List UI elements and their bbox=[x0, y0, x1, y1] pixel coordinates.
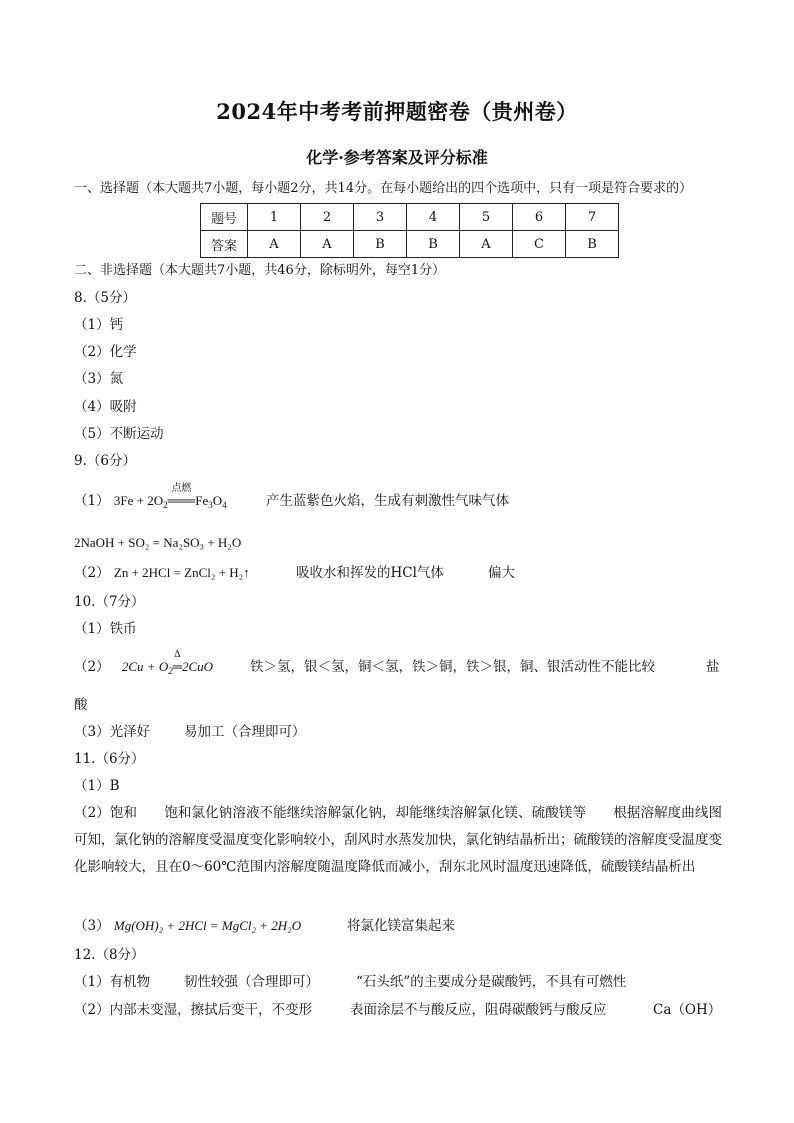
q8-answer-2: （2）化学 bbox=[74, 344, 137, 360]
q9-part1-prefix: （1） bbox=[74, 493, 110, 509]
section2-heading: 二、非选择题（本大题共7小题，共46分，除标明外，每空1分） bbox=[74, 263, 446, 278]
q10-equation: $2Cu + O_2$ Δ ═2CuO bbox=[122, 659, 213, 674]
question-number-row bbox=[201, 204, 619, 231]
answer-cell: B bbox=[354, 231, 407, 258]
q11-part1: （1）B bbox=[74, 778, 120, 794]
q10-eq-right: 2CuO bbox=[181, 659, 214, 674]
answer-cell: A bbox=[248, 231, 301, 258]
question-number: 5 bbox=[460, 204, 513, 231]
answer-cell: A bbox=[460, 231, 513, 258]
q9-equation-3: Zn + 2HCl = ZnCl₂ + H₂↑ bbox=[113, 565, 250, 580]
answer-cell: B bbox=[566, 231, 619, 258]
question-number: 1 bbox=[248, 204, 301, 231]
q8-answer-3: （3）氮 bbox=[74, 371, 124, 387]
q10-part3-b: 易加工（合理即可） bbox=[184, 724, 306, 740]
q12-label: 12.（8分） bbox=[74, 947, 145, 963]
q8-answer-4: （4）吸附 bbox=[74, 399, 137, 415]
q10-eq-condition: Δ bbox=[174, 649, 181, 660]
q10-part1: （1）铁币 bbox=[74, 621, 137, 637]
section1-heading: 一、选择题（本大题共7小题，每小题2分，共14分。在每小题给出的四个选项中，只有一项是符合要求的） bbox=[74, 181, 693, 196]
question-number: 3 bbox=[354, 204, 407, 231]
q10-part2 bbox=[74, 649, 214, 676]
q11-part2: （2）饱和 饱和氯化钠溶液不能继续溶解氯化钠，却能继续溶解氯化镁、硫酸镁等 根据溶解度曲线图可知，氯化钠的溶解度受温度变化影响较小，刮风时水蒸发加快，氯化钠结晶析出；硫酸镁的溶解度受温度变化影响较大，且在0～60℃范围内溶解度随温度降低而减小，刮东北风时温度迅速降低，硫酸镁结晶析出 bbox=[74, 805, 722, 875]
page-title: 2024年中考考前押题密卷（贵州卷） bbox=[216, 99, 578, 124]
q11-part3-text: 将氯化镁富集起来 bbox=[347, 918, 455, 934]
answer-cell: A bbox=[301, 231, 354, 258]
q9-eq1-left: 3Fe + 2O bbox=[113, 493, 164, 508]
row-header-answer: 答案 bbox=[201, 231, 248, 258]
q9-part2-text2: 偏大 bbox=[488, 565, 515, 581]
q11-label: 11.（6分） bbox=[74, 751, 145, 767]
answer-cell: B bbox=[407, 231, 460, 258]
q11-equation: Mg(OH)₂ + 2HCl = MgCl₂ + 2H₂O bbox=[113, 918, 302, 933]
question-number: 4 bbox=[407, 204, 460, 231]
q9-part2-text1: 吸收水和挥发的HCl气体 bbox=[296, 565, 444, 581]
q9-part1-text: 产生蓝紫色火焰，生成有刺激性气味气体 bbox=[266, 493, 509, 509]
q12-part1-c: “石头纸”的主要成分是碳酸钙，不具有可燃性 bbox=[356, 974, 627, 990]
q12-part1-a: （1）有机物 bbox=[74, 974, 151, 990]
q8-answer-5: （5）不断运动 bbox=[74, 426, 164, 442]
q9-eq1-right: Fe bbox=[195, 493, 209, 508]
question-number: 7 bbox=[566, 204, 619, 231]
q9-label: 9.（6分） bbox=[74, 453, 136, 469]
q9-equation-1: $3Fe + 2O_2$ 点燃 $═══Fe_3O_4$ bbox=[114, 493, 227, 508]
q9-eq1-condition: 点燃 bbox=[171, 483, 192, 494]
q10-part2-tail-wrap: 酸 bbox=[74, 697, 88, 713]
q12-part1-b: 韧性较强（合理即可） bbox=[184, 974, 319, 990]
q11-part3 bbox=[74, 917, 301, 935]
q8-answer-1: （1）钙 bbox=[74, 317, 124, 333]
q8-label: 8.（5分） bbox=[74, 290, 136, 306]
q10-part2-tail: 盐 bbox=[706, 659, 720, 675]
question-number: 6 bbox=[513, 204, 566, 231]
page-subtitle: 化学·参考答案及评分标准 bbox=[306, 148, 488, 167]
q10-eq-left: 2Cu + O bbox=[121, 659, 169, 674]
q10-part2-text: 铁＞氢，银＜氢，铜＜氢，铁＞铜，铁＞银，铜、银活动性不能比较 bbox=[250, 659, 655, 675]
q10-part2-prefix: （2） bbox=[74, 659, 110, 675]
q9-part2-prefix: （2） bbox=[74, 565, 110, 581]
answer-cell: C bbox=[513, 231, 566, 258]
answer-table bbox=[200, 203, 619, 258]
q12-part2-c: Ca（OH） bbox=[653, 1002, 722, 1018]
q10-label: 10.（7分） bbox=[74, 594, 145, 610]
q9-part2 bbox=[74, 564, 250, 582]
question-number: 2 bbox=[301, 204, 354, 231]
q11-part3-prefix: （3） bbox=[74, 918, 110, 934]
q12-part2-b: 表面涂层不与酸反应，阻碍碳酸钙与酸反应 bbox=[350, 1002, 607, 1018]
q9-equation-2: 2NaOH + SO₂ = Na₂SO₃ + H₂O bbox=[74, 535, 242, 550]
answer-row bbox=[201, 231, 619, 258]
row-header-question: 题号 bbox=[201, 204, 248, 231]
q12-part2-a: （2）内部未变湿，擦拭后变干，不变形 bbox=[74, 1002, 313, 1018]
q10-part3: （3）光泽好 bbox=[74, 724, 151, 740]
q9-part1 bbox=[74, 483, 227, 510]
